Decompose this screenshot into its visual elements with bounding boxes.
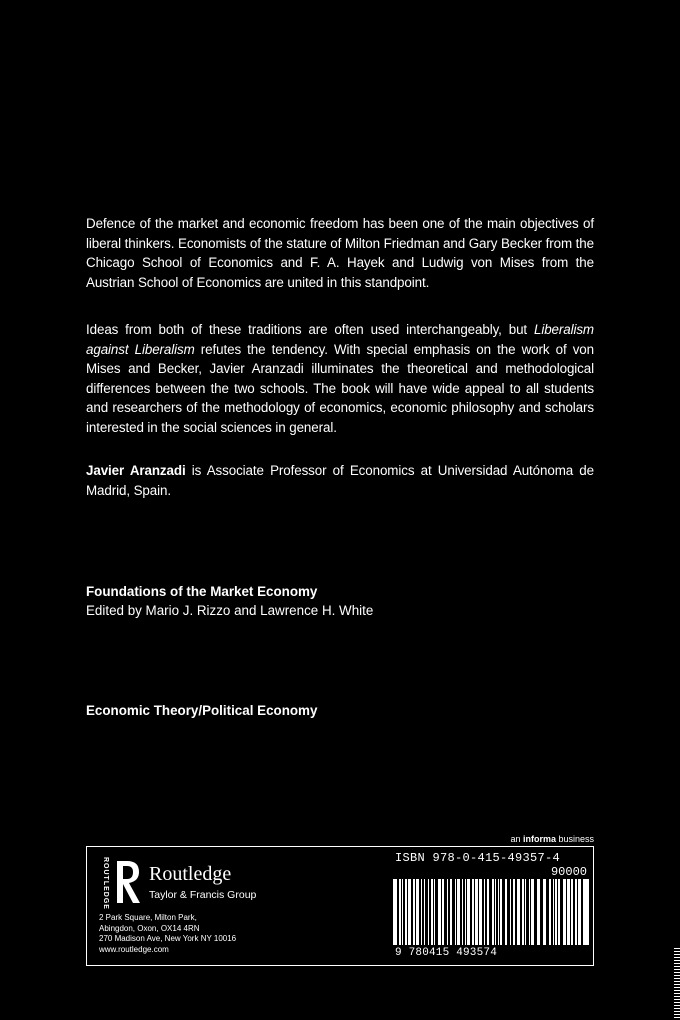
routledge-spine-word: ROUTLEDGE bbox=[102, 857, 109, 910]
publisher-group: Taylor & Francis Group bbox=[149, 889, 257, 901]
routledge-logo bbox=[97, 857, 267, 909]
description-paragraph-1: Defence of the market and economic freedom has been one of the main objectives of liberal thinkers. Economists of the stature of Milton Friedman and Gary Becker from the Chicago School of Economics and F. A. Hayek and Ludwig von Mises from the Austrian School of Economics are united in this standpoint. bbox=[86, 216, 594, 290]
informa-prefix: an bbox=[510, 834, 523, 844]
publisher-website: www.routledge.com bbox=[99, 944, 169, 954]
address-line: Abingdon, Oxon, OX14 4RN bbox=[99, 923, 200, 933]
barcode-area bbox=[393, 849, 591, 963]
address-line: 270 Madison Ave, New York NY 10016 bbox=[99, 934, 237, 943]
author-name: Javier Aranzadi bbox=[86, 463, 186, 478]
series-info bbox=[86, 582, 373, 620]
publisher-box bbox=[86, 846, 594, 966]
ean-number: 9 780415 493574 bbox=[395, 947, 498, 959]
author-bio-text: is Associate Professor of Economics at Universidad Autónoma de Madrid, Spain. bbox=[86, 463, 594, 498]
informa-brand: informa bbox=[522, 834, 556, 844]
price-code: 90000 bbox=[550, 865, 587, 879]
paragraph-2-body: refutes the tendency. With special emphasis on the work of von Mises and Becker, Javier Aranzadi illuminates the theoretical and methodological differences between the two schools. The book will have wide appeal to all students and researchers of the methodology of economics, economic philosophy and scholars interested in the social sciences in general. bbox=[86, 341, 595, 435]
series-editors: Edited by Mario J. Rizzo and Lawrence H. White bbox=[86, 603, 374, 618]
barcode-bars bbox=[393, 879, 589, 945]
publisher-address bbox=[99, 913, 236, 955]
description-paragraph-2 bbox=[86, 320, 594, 437]
publisher-name: Routledge bbox=[149, 863, 232, 885]
informa-suffix: business bbox=[555, 834, 594, 844]
book-title-italic: Liberalism against Liberalism bbox=[86, 322, 594, 357]
edge-barcode-strip bbox=[674, 946, 680, 1020]
author-bio bbox=[86, 461, 594, 500]
address-line: 2 Park Square, Milton Park, bbox=[99, 913, 197, 922]
series-name: Foundations of the Market Economy bbox=[86, 584, 318, 599]
subject-category: Economic Theory/Political Economy bbox=[86, 703, 318, 718]
isbn-text: ISBN 978-0-415-49357-4 bbox=[395, 851, 561, 865]
informa-tagline bbox=[510, 834, 594, 844]
paragraph-2-intro: Ideas from both of these traditions are often used interchangeably, but bbox=[86, 322, 534, 337]
routledge-r-icon bbox=[113, 857, 143, 907]
